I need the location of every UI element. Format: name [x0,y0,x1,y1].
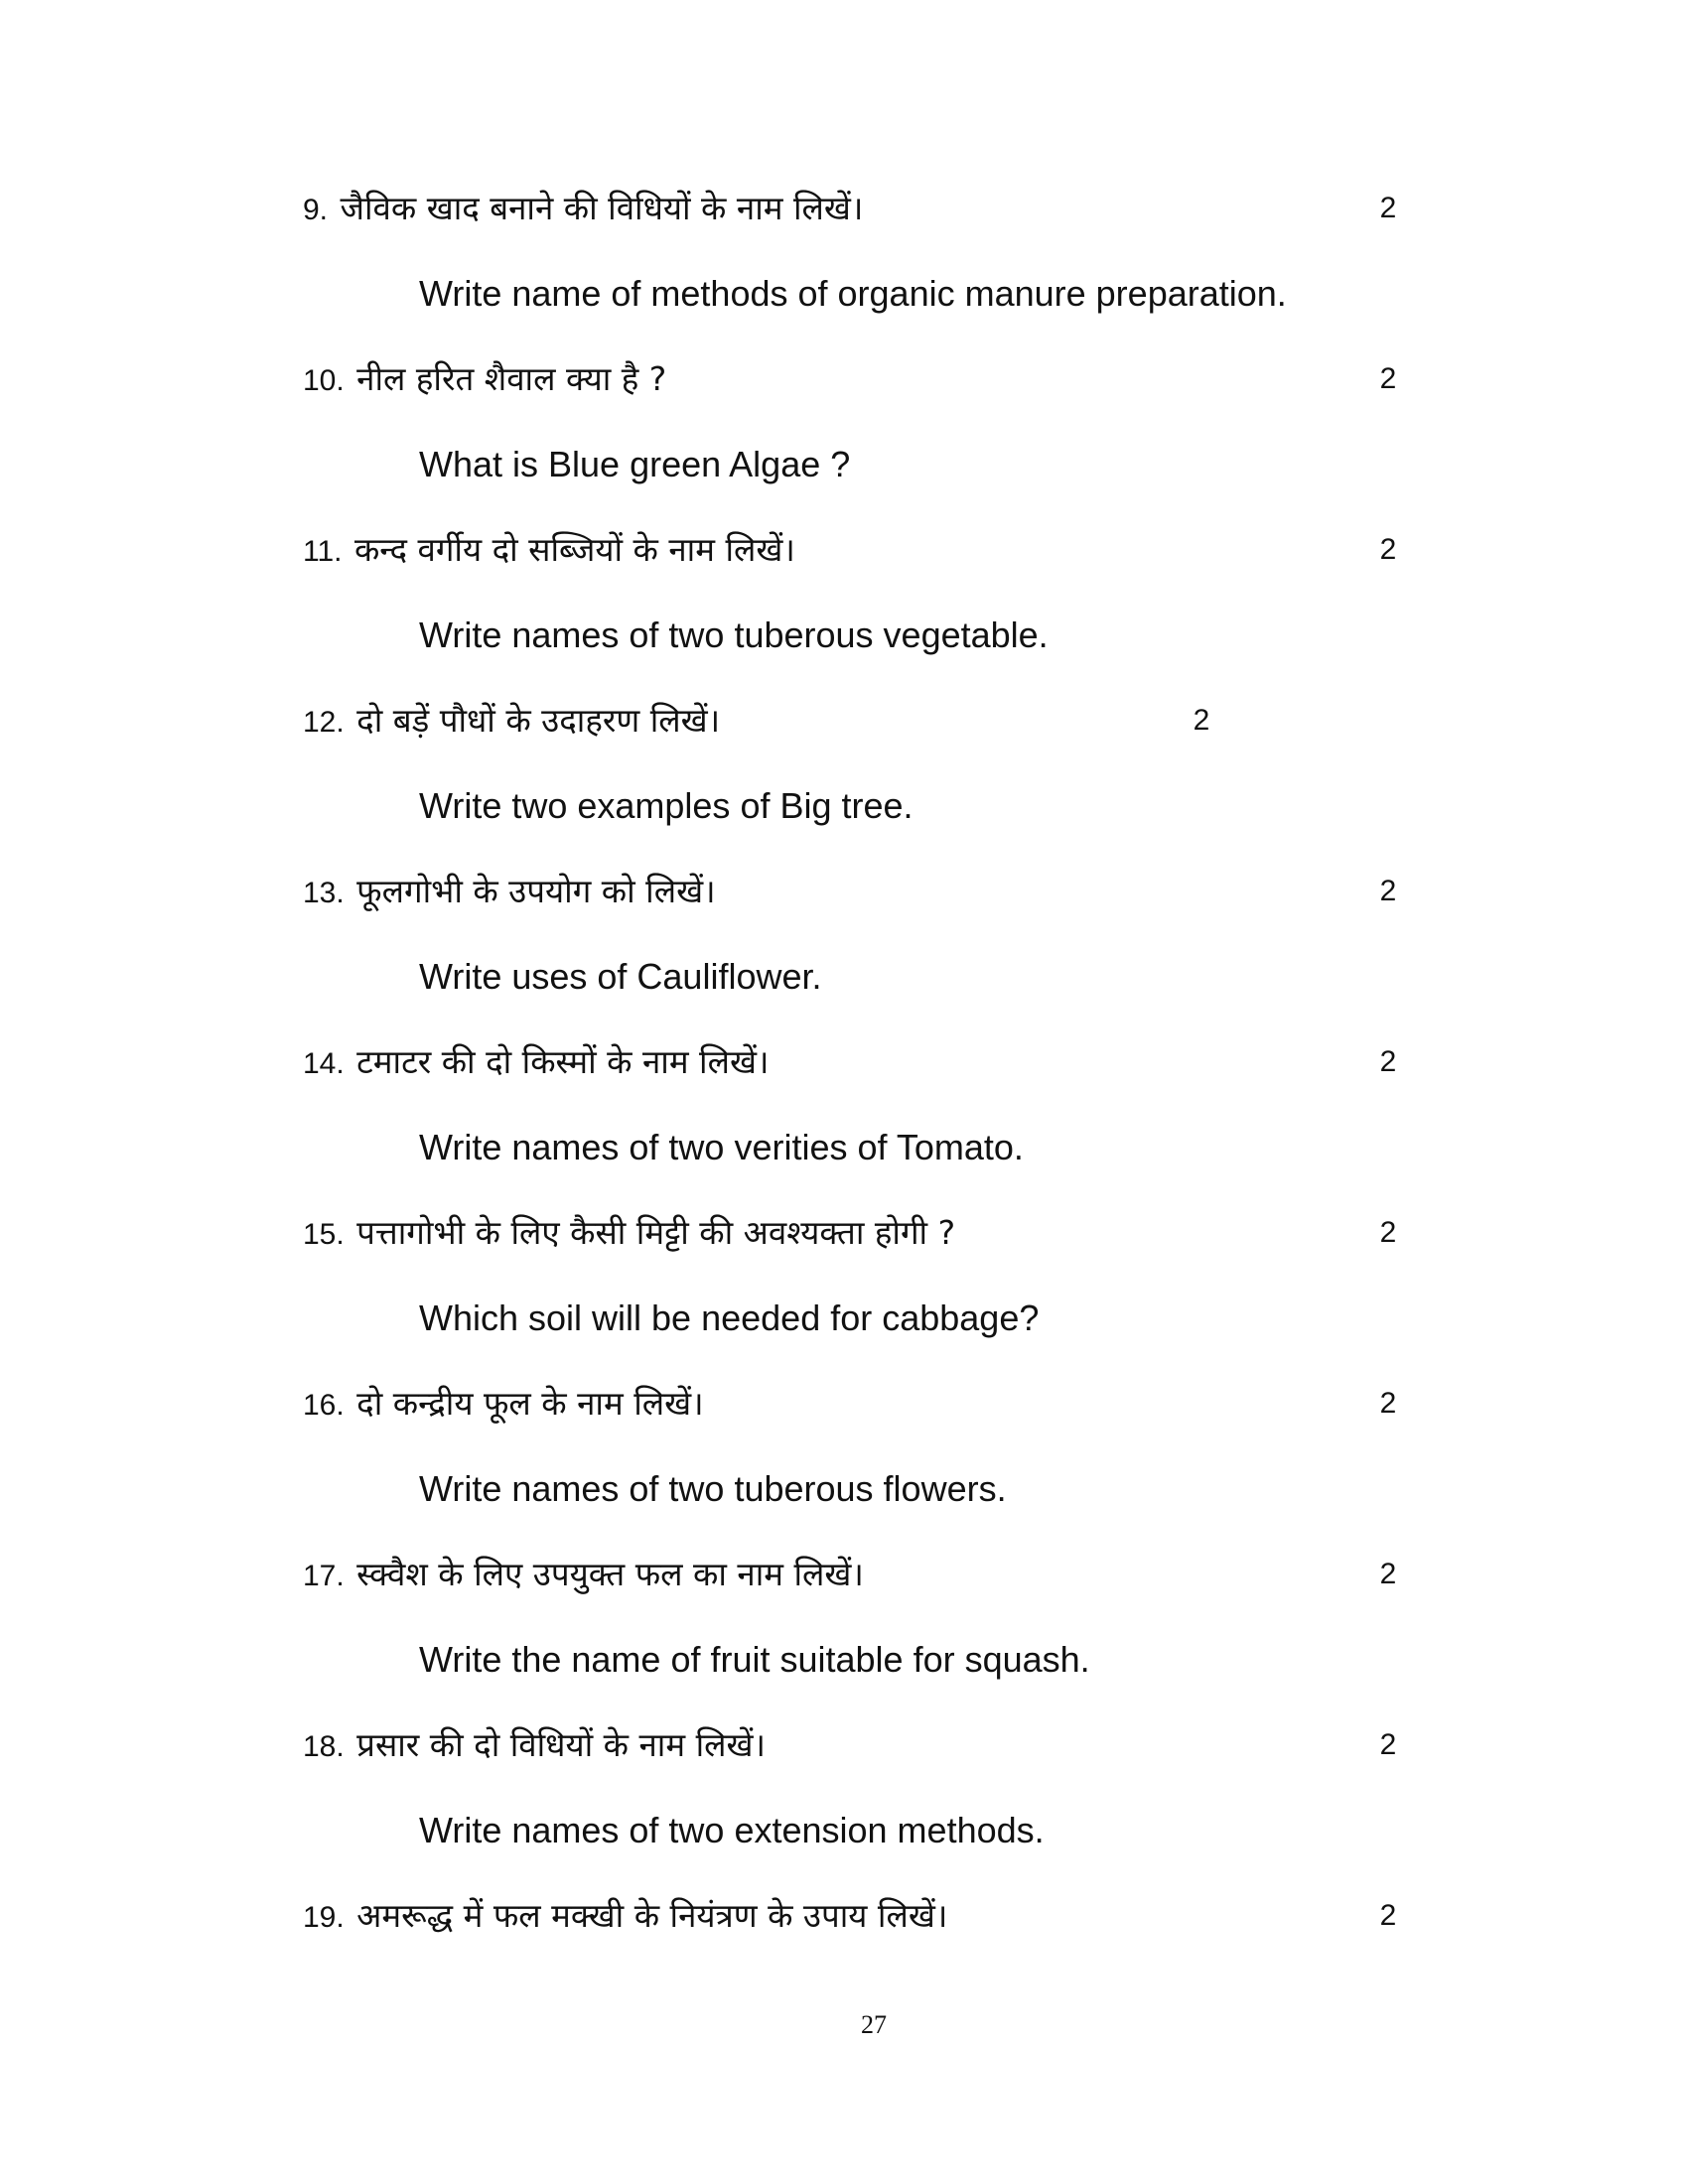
question-number: 16. [303,1389,345,1422]
question-text-hindi: कन्द वर्गीय दो सब्जियों के नाम लिखें। [353,530,795,569]
question-text-hindi: अमरूद्ध में फल मक्खी के नियंत्रण के उपाय लिखें। [356,1896,948,1935]
question-marks: 2 [1379,1045,1397,1078]
question-11 [0,520,1688,691]
question-hindi-line [303,1203,1395,1263]
question-text-english: Which soil will be needed for cabbage? [419,1297,1040,1338]
question-text-english: Write names of two tuberous vegetable. [419,614,1049,655]
question-15 [0,1203,1688,1374]
question-marks: 2 [1379,533,1397,566]
question-number: 10. [303,364,345,397]
question-marks: 2 [1193,704,1210,737]
question-10 [0,349,1688,520]
question-text-hindi: प्रसार की दो विधियों के नाम लिखें। [356,1725,766,1764]
question-marks: 2 [1379,362,1397,395]
question-number: 9. [303,194,329,226]
question-marks: 2 [1379,1387,1397,1420]
question-number: 12. [303,706,345,739]
question-number: 14. [303,1047,345,1080]
question-13 [0,862,1688,1032]
question-hindi-line [303,1545,1395,1604]
question-hindi-line [303,349,1395,409]
question-text-hindi: नील हरित शैवाल क्या है ? [356,359,667,398]
question-marks: 2 [1379,875,1397,907]
question-marks: 2 [1379,1728,1397,1761]
question-number: 18. [303,1730,345,1763]
question-marks: 2 [1379,192,1397,224]
question-number: 15. [303,1218,345,1251]
question-text-hindi: फूलगोभी के उपयोग को लिखें। [356,872,716,910]
question-number: 17. [303,1560,345,1592]
question-text-hindi: स्क्वैश के लिए उपयुक्त फल का नाम लिखें। [356,1555,864,1593]
question-number: 11. [303,535,343,568]
question-hindi-line [303,1715,1395,1775]
question-text-hindi: पत्तागोभी के लिए कैसी मिट्टी की अवश्यक्ता होगी ? [356,1213,956,1252]
question-12 [0,691,1688,862]
question-hindi-line [303,1374,1395,1433]
question-text-hindi: टमाटर की दो किस्मों के नाम लिखें। [356,1042,770,1081]
question-9 [0,179,1688,349]
question-14 [0,1032,1688,1203]
question-marks: 2 [1379,1216,1397,1249]
question-text-english: Write names of two extension methods. [419,1810,1045,1850]
question-hindi-line [303,862,1395,921]
question-number: 19. [303,1901,345,1934]
page-number: 27 [861,2010,887,2039]
question-hindi-line [303,179,1395,238]
question-hindi-line [303,1032,1395,1092]
question-number: 13. [303,877,345,909]
question-text-english: Write uses of Cauliflower. [419,956,822,997]
question-text-english: Write names of two verities of Tomato. [419,1127,1024,1167]
question-text-english: What is Blue green Algae ? [419,444,851,484]
question-marks: 2 [1379,1558,1397,1590]
question-marks: 2 [1379,1899,1397,1932]
question-text-english: Write name of methods of organic manure preparation. [419,273,1287,314]
question-hindi-line [303,691,1395,751]
question-text-hindi: जैविक खाद बनाने की विधियों के नाम लिखें। [340,189,864,227]
question-text-english: Write two examples of Big tree. [419,785,914,826]
question-text-english: Write names of two tuberous flowers. [419,1468,1007,1509]
question-hindi-line [303,1886,1395,1946]
question-18 [0,1715,1688,1886]
question-text-english: Write the name of fruit suitable for squash. [419,1639,1090,1680]
question-text-hindi: दो कन्द्रीय फूल के नाम लिखें। [356,1384,704,1423]
question-text-hindi: दो बड़ें पौधों के उदाहरण लिखें। [356,701,721,740]
question-16 [0,1374,1688,1545]
question-17 [0,1545,1688,1715]
question-hindi-line [303,520,1395,580]
